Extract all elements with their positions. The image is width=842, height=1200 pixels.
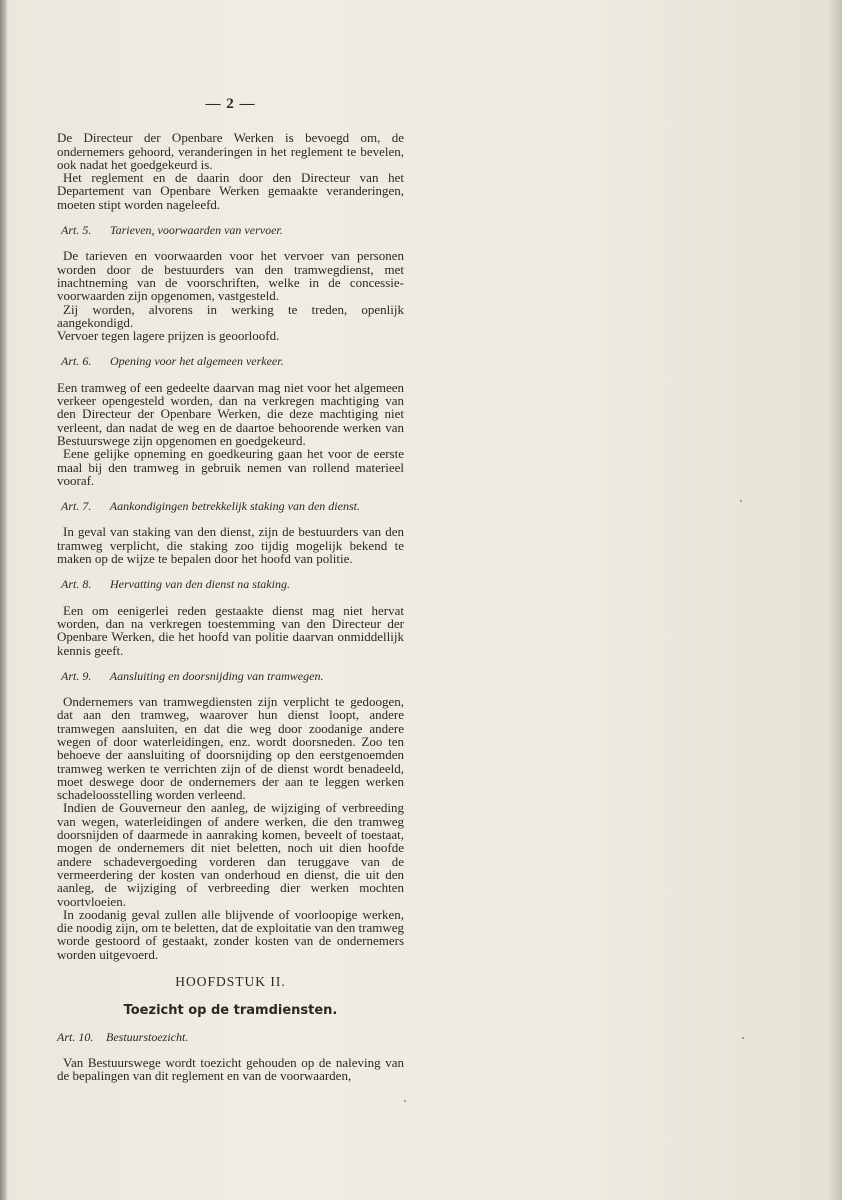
paragraph: In geval van staking van den dienst, zijn de bestuurders van den tramweg verplicht, die staking zoo tijdig mogelijk bekend te maken op de wijze te bepalen door het hoofd van politie. xyxy=(57,524,404,567)
article-heading xyxy=(61,355,404,368)
article-number: Art. 8. xyxy=(61,577,92,592)
paragraph: In zoodanig geval zullen alle blijvende of voorloopige werken, die noodig zijn, om te beletten, dat de exploitatie van den tramweg worde gestoord of gestaakt, zonder kosten van de ondernemers worden uitgevoerd. xyxy=(57,906,404,962)
paper-speck xyxy=(742,1037,744,1039)
article-heading xyxy=(61,500,404,513)
article-heading xyxy=(61,578,404,591)
paragraph: Een om eenigerlei reden gestaakte dienst mag niet hervat worden, dan na verkregen toestemming van den Directeur der Openbare Werken, die het hoofd van politie daarvan onmiddellijk kennis geeft. xyxy=(57,602,404,658)
article-number: Art. 5. xyxy=(61,223,92,238)
article-heading xyxy=(57,1031,404,1044)
paper-speck xyxy=(740,500,742,502)
article-heading xyxy=(61,224,404,237)
paragraph: Zij worden, alvorens in werking te treden, openlijk aangekondigd. xyxy=(57,301,404,330)
paragraph: Vervoer tegen lagere prijzen is geoorloofd. xyxy=(57,328,280,344)
page-right-edge xyxy=(828,0,842,1200)
article-title: Hervatting van den dienst na staking. xyxy=(110,577,290,592)
paragraph: Ondernemers van tramwegdiensten zijn verplicht te gedoogen, dat aan den tramweg, waarover hun dienst loopt, andere tramwegen aansluiten, en dat die weg door zoodanige andere wegen of door waterleidingen, enz. wordt doorsneden. Zoo ten behoeve der aansluiting of doorsnijding op den eerstgenoemden tramweg werken te verrichten zijn of de dienst wordt benadeeld, moet deswege door de ondernemers der aan te leggen werken schadeloosstelling worden verleend. xyxy=(57,694,404,803)
article-title: Bestuurstoezicht. xyxy=(106,1029,189,1044)
article-title: Aankondigingen betrekkelijk staking van den dienst. xyxy=(109,499,360,514)
article-heading xyxy=(61,670,404,683)
article-title: Tarieven, voorwaarden van vervoer. xyxy=(110,223,283,238)
article-title: Aansluiting en doorsnijding van tramwegen. xyxy=(109,668,324,683)
document-page xyxy=(57,98,404,1083)
article-number: Art. 10. xyxy=(57,1029,94,1044)
page-number: — 2 — xyxy=(205,96,256,112)
paper-speck xyxy=(404,1100,406,1102)
article-number: Art. 6. xyxy=(61,354,92,369)
paragraph: Van Bestuurswege wordt toezicht gehouden op de naleving van de bepalingen van dit reglement en van de voorwaarden, xyxy=(57,1054,404,1084)
paragraph: De tarieven en voorwaarden voor het vervoer van personen worden door de bestuurders van den tramwegdienst, met inachtneming van de voorschriften, welke in de concessie-voorwaarden zijn opgenomen, vastgesteld. xyxy=(57,248,404,304)
chapter-heading: HOOFDSTUK II. xyxy=(175,974,286,990)
paragraph: Een tramweg of een gedeelte daarvan mag niet voor het algemeen verkeer opengesteld worden, dan na verkregen machtiging van den Directeur der Openbare Werken, die deze machtiging niet verleent, dan nadat de weg en de daartoe behoorende werken van Bestuurswege zijn opgenomen en goedgekeurd. xyxy=(57,379,404,448)
paragraph: Eene gelijke opneming en goedkeuring gaan het voor de eerste maal bij den tramweg in gebruik nemen van rollend materieel vooraf. xyxy=(57,446,404,488)
chapter-title: Toezicht op de tramdiensten. xyxy=(123,1003,338,1019)
article-number: Art. 9. xyxy=(61,668,92,683)
paragraph: Het reglement en de daarin door den Directeur van het Departement van Openbare Werken gemaakte veranderingen, moeten stipt worden nageleefd. xyxy=(57,170,404,212)
page-left-edge xyxy=(0,0,8,1200)
article-title: Opening voor het algemeen verkeer. xyxy=(110,354,284,369)
article-number: Art. 7. xyxy=(61,499,92,514)
paragraph: De Directeur der Openbare Werken is bevoegd om, de ondernemers gehoord, veranderingen in het reglement te bevelen, ook nadat het goedgekeurd is. xyxy=(57,130,404,172)
paragraph: Indien de Gouverneur den aanleg, de wijziging of verbreeding van wegen, waterleidingen of andere werken, die den tramweg doorsnijden of daarmede in aanraking komen, beveelt of toestaat, mogen de ondernemers dit niet beletten, noch uit dien hoofde andere schadevergoeding vorderen dan teruggave van de vermeerdering der kosten van onderhoud en dienst, die uit den aanleg, de wijziging of verbreeding dier werken mochten voortvloeien. xyxy=(57,800,404,909)
